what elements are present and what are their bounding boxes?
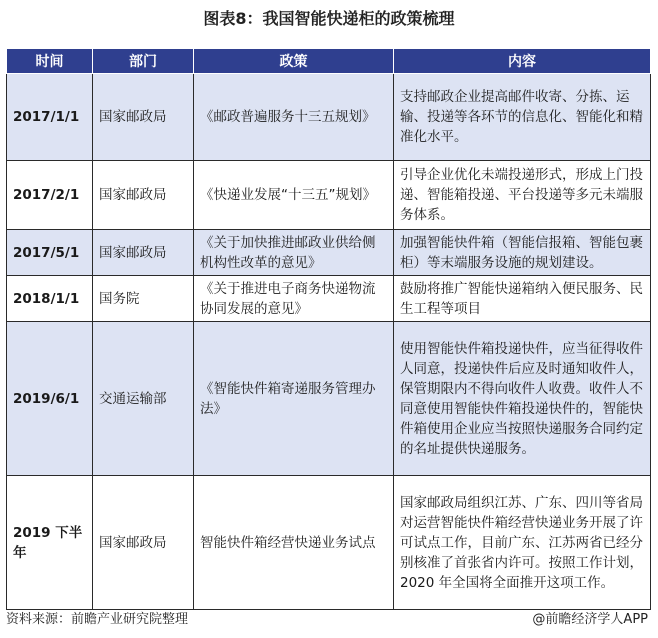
credit-note: @前瞻经济学人APP bbox=[532, 612, 648, 627]
figure-title: 图表8：我国智能快递柜的政策梳理 bbox=[203, 9, 455, 28]
row-policy: 《关于推进电子商务快递物流协同发展的意见》 bbox=[194, 276, 394, 322]
row-content: 使用智能快件箱投递快件，应当征得收件人同意，投递快件后应及时通知收件人，保管期限内不得向收件人收费。收件人不同意使用智能快件箱投递快件的，智能快件箱使用企业应当按照快递服务合同约定的名址提供快递服务。 bbox=[394, 322, 651, 476]
row-content: 鼓励将推广智能快递箱纳入便民服务、民生工程等项目 bbox=[394, 276, 651, 322]
table-row bbox=[7, 74, 651, 161]
table-row bbox=[7, 322, 651, 476]
row-content: 支持邮政企业提高邮件收寄、分拣、运输、投递等各环节的信息化、智能化和精准化水平。 bbox=[394, 74, 651, 161]
row-department: 国务院 bbox=[93, 276, 194, 322]
row-department: 国家邮政局 bbox=[93, 161, 194, 230]
row-department: 国家邮政局 bbox=[93, 476, 194, 610]
row-department: 国家邮政局 bbox=[93, 230, 194, 276]
row-department: 国家邮政局 bbox=[93, 74, 194, 161]
table-row bbox=[7, 230, 651, 276]
row-time: 2019 下半年 bbox=[7, 476, 93, 610]
row-content: 国家邮政局组织江苏、广东、四川等省局对运营智能快件箱经营快递业务开展了许可试点工作，目前广东、江苏两省已经分别核准了首张省内许可。按照工作计划，2020 年全国将全面推开这项工作。 bbox=[394, 476, 651, 610]
row-policy: 《关于加快推进邮政业供给侧机构性改革的意见》 bbox=[194, 230, 394, 276]
header-policy: 政策 bbox=[194, 49, 394, 74]
header-department: 部门 bbox=[93, 49, 194, 74]
policy-table bbox=[6, 48, 651, 610]
row-department: 交通运输部 bbox=[93, 322, 194, 476]
row-time: 2018/1/1 bbox=[7, 276, 93, 322]
row-time: 2019/6/1 bbox=[7, 322, 93, 476]
row-time: 2017/2/1 bbox=[7, 161, 93, 230]
row-time: 2017/1/1 bbox=[7, 74, 93, 161]
row-content: 引导企业优化未端投递形式，形成上门投递、智能箱投递、平台投递等多元未端服务体系。 bbox=[394, 161, 651, 230]
table-row bbox=[7, 161, 651, 230]
row-time: 2017/5/1 bbox=[7, 230, 93, 276]
row-policy: 《邮政普遍服务十三五规划》 bbox=[194, 74, 394, 161]
row-policy: 《快递业发展“十三五”规划》 bbox=[194, 161, 394, 230]
row-policy: 智能快件箱经营快递业务试点 bbox=[194, 476, 394, 610]
table-header-row bbox=[7, 49, 651, 74]
table-row bbox=[7, 276, 651, 322]
table-row bbox=[7, 476, 651, 610]
source-note: 资料来源：前瞻产业研究院整理 bbox=[6, 612, 189, 627]
header-time: 时间 bbox=[7, 49, 93, 74]
header-content: 内容 bbox=[394, 49, 651, 74]
row-policy: 《智能快件箱寄递服务管理办法》 bbox=[194, 322, 394, 476]
row-content: 加强智能快件箱（智能信报箱、智能包裹柜）等末端服务设施的规划建设。 bbox=[394, 230, 651, 276]
